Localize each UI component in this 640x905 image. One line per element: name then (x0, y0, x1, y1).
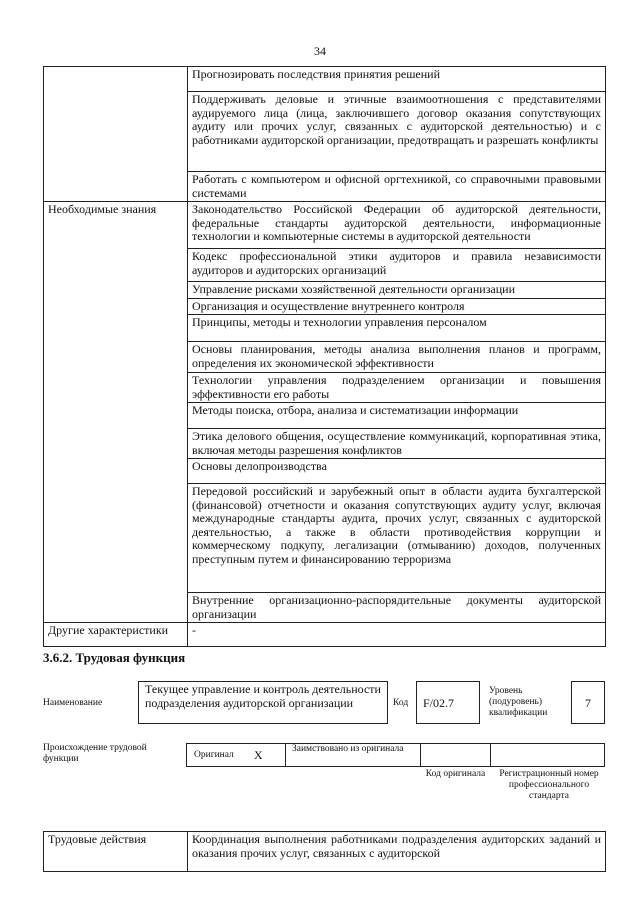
level-box (571, 681, 605, 724)
function-name: Текущее управление и контроль деятельности подразделения аудиторской организации (145, 682, 381, 710)
table-cell: Управление рисками хозяйственной деятельности организации (188, 282, 606, 299)
table-cell: Передовой российский и зарубежный опыт в области аудита бухгалтерской (финансовой) отчетности и оказания сопутствующих аудиту услуг, включая международные стандарты аудита, прочих услуг, связанных с аудиторской деятельностью, а также в области противодействия коррупции и коммерческому подкупу, легализации (отмыванию) доходов, полученных преступным путем и финансированию терроризма (188, 484, 606, 593)
origin-label: Происхождение трудовой функции (43, 743, 147, 764)
table-cell: Работать с компьютером и офисной оргтехникой, со справочными правовыми системами (188, 172, 606, 202)
table-cell: Технологии управления подразделением организации и повышения эффективности его работы (188, 373, 606, 403)
code-value: F/02.7 (423, 696, 455, 710)
table-cell: Методы поиска, отбора, анализа и систематизации информации (188, 403, 606, 429)
labor-actions-label: Трудовые действия (44, 832, 188, 872)
code-original-box (420, 743, 491, 767)
row-label-other-characteristics: Другие характеристики (44, 623, 188, 647)
table-cell: - (188, 623, 606, 647)
reg-number-caption: Регистрационный номер профессионального стандарта (499, 769, 599, 801)
level-label: Уровень (подуровень) квалификации (489, 686, 548, 718)
labor-actions-table (43, 831, 606, 872)
table-row (44, 623, 606, 647)
table-row (44, 67, 606, 92)
borrowed-label: Заимствовано из оригинала (292, 744, 404, 754)
table-cell: Организация и осуществление внутреннего контроля (188, 298, 606, 315)
reg-number-box (490, 743, 605, 767)
labor-actions-text: Координация выполнения работниками подразделения аудиторских заданий и оказания прочих услуг, связанных с аудиторской (188, 832, 606, 872)
original-box (186, 743, 286, 767)
row-label-required-knowledge: Необходимые знания (44, 202, 188, 623)
name-label: Наименование (43, 698, 103, 708)
table-row (44, 202, 606, 249)
table-cell: Основы делопроизводства (188, 459, 606, 484)
table-cell: Прогнозировать последствия принятия решений (188, 67, 606, 92)
table-cell: Законодательство Российской Федерации об аудиторской деятельности, федеральные стандарты аудиторской деятельности, информационные технологии и компьютерные системы в аудиторской деятельности (188, 202, 606, 249)
table-cell: Поддерживать деловые и этичные взаимоотношения с представителями аудируемого лица (лица, заключившего договор оказания сопутствующих аудиту или прочих услуг, связанных с аудиторской деятельностью) и с работниками аудиторской организации, предотвращать и разрешать конфликты (188, 92, 606, 172)
page-number: 34 (314, 44, 326, 58)
level-value: 7 (585, 696, 591, 710)
name-box (138, 681, 388, 724)
table-cell: Основы планирования, методы анализа выполнения планов и программ, определения их экономической эффективности (188, 342, 606, 373)
section-title: 3.6.2. Трудовая функция (43, 650, 186, 665)
original-label: Оригинал (194, 750, 234, 760)
table-cell: Внутренние организационно-распорядительные документы аудиторской организации (188, 593, 606, 623)
table-cell: Этика делового общения, осуществление коммуникаций, корпоративная этика, включая методы разрешения конфликтов (188, 429, 606, 459)
code-box (416, 681, 480, 724)
table-cell: Кодекс профессиональной этики аудиторов и правила независимости аудиторов и аудиторских организаций (188, 249, 606, 282)
table-cell: Принципы, методы и технологии управления персоналом (188, 315, 606, 342)
borrowed-box (285, 743, 421, 767)
original-mark: X (254, 748, 263, 762)
competency-table (43, 66, 606, 647)
row-label (44, 67, 188, 202)
code-original-caption: Код оригинала (425, 769, 486, 779)
table-row (44, 832, 606, 872)
code-label: Код (393, 698, 409, 708)
